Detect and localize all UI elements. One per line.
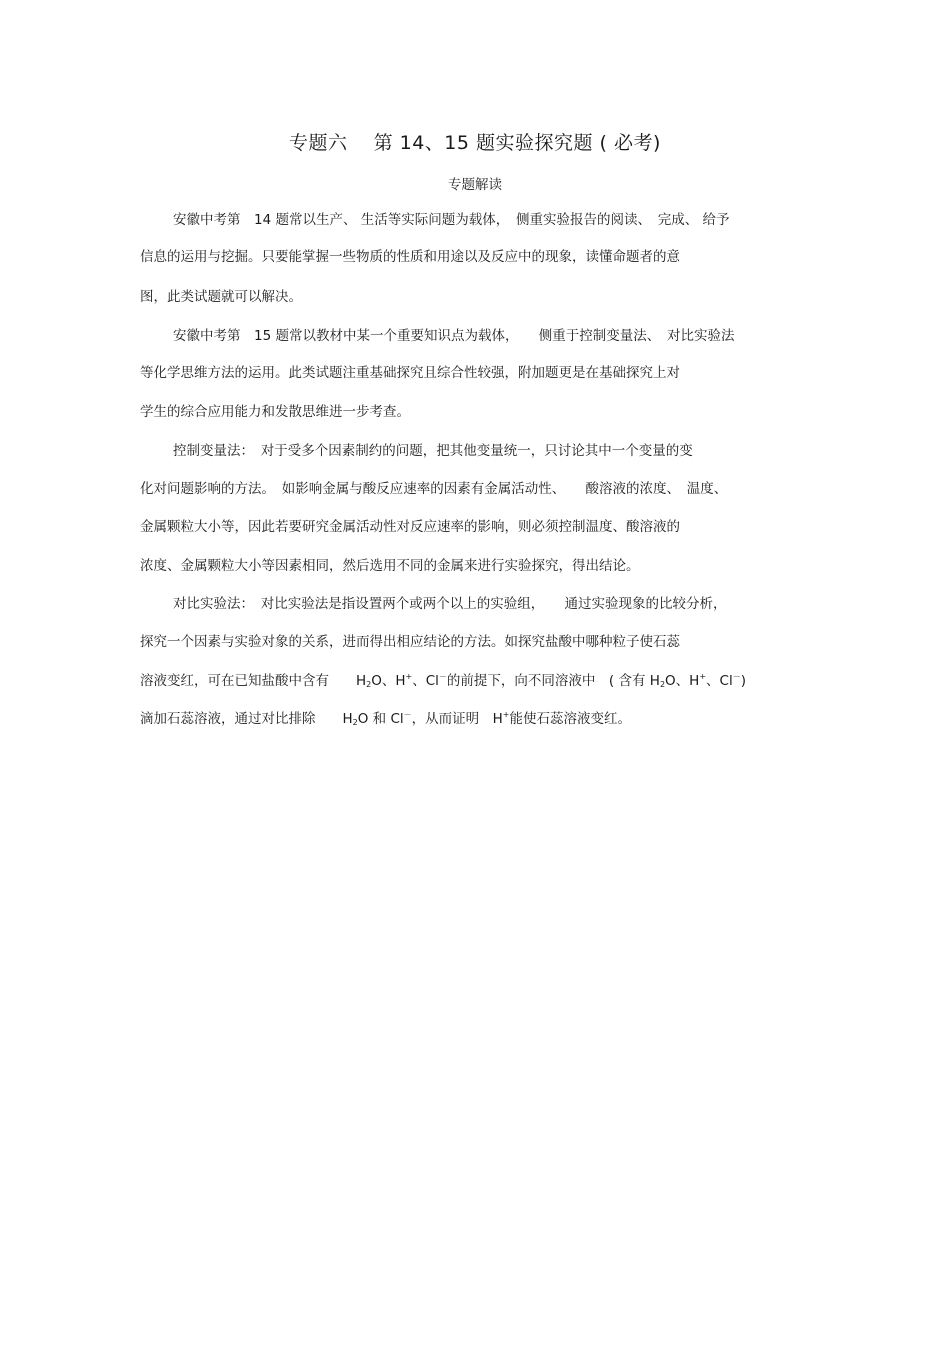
superscript: + — [502, 710, 510, 719]
superscript: + — [699, 672, 707, 681]
paragraph-3-line-2: 化对问题影响的方法。 如影响金属与酸反应速率的因素有金属活动性、 酸溶液的浓度、 温度、 — [140, 481, 728, 497]
subscript: 2 — [659, 680, 666, 689]
paragraph-4-line-2: 探究一个因素与实验对象的关系，进而得出相应结论的方法。如探究盐酸中哪种粒子使石蕊 — [140, 634, 680, 650]
paragraph-3-line-3: 金属颗粒大小等，因此若要研究金属活动性对反应速率的影响，则必须控制温度、酸溶液的 — [140, 519, 680, 535]
subscript: 2 — [352, 718, 358, 727]
paragraph-3-line-4: 浓度、金属颗粒大小等因素相同，然后选用不同的金属来进行实验探究，得出结论。 — [140, 558, 640, 574]
section-heading: 专题解读 — [448, 177, 502, 193]
superscript: + — [405, 672, 413, 681]
text-segment: 能使石蕊溶液变红。 — [509, 711, 631, 727]
text-segment: O 和 Cl — [357, 711, 404, 727]
paragraph-4-line-3 — [140, 672, 746, 690]
text-segment: O、H — [371, 673, 406, 689]
text-segment: 溶液变红，可在已知盐酸中含有 H — [140, 673, 367, 689]
paragraph-2-line-2: 等化学思维方法的运用。此类试题注重基础探究且综合性较强，附加题更是在基础探究上对 — [140, 365, 680, 381]
text-segment: 、Cl — [706, 673, 733, 689]
text-segment: 滴加石蕊溶液，通过对比排除 H — [140, 711, 353, 727]
text-segment: ，从而证明 H — [411, 711, 503, 727]
paragraph-1-line-3: 图，此类试题就可以解决。 — [140, 289, 302, 305]
superscript: － — [403, 710, 412, 719]
paragraph-3-line-1: 控制变量法： 对于受多个因素制约的问题，把其他变量统一，只讨论其中一个变量的变 — [173, 443, 693, 459]
paragraph-4-line-1: 对比实验法： 对比实验法是指设置两个或两个以上的实验组， 通过实验现象的比较分析， — [173, 596, 727, 612]
text-segment: 的前提下，向不同溶液中 ( 含有 H — [446, 673, 660, 689]
paragraph-2-line-1: 安徽中考第 15 题常以教材中某一个重要知识点为载体， 侧重于控制变量法、 对比实验法 — [173, 328, 735, 344]
superscript: － — [438, 672, 447, 681]
paragraph-1-line-2: 信息的运用与挖掘。只要能掌握一些物质的性质和用途以及反应中的现象，读懂命题者的意 — [140, 249, 680, 265]
text-segment: 、Cl — [412, 673, 439, 689]
paragraph-2-line-3: 学生的综合应用能力和发散思维进一步考查。 — [140, 404, 410, 420]
superscript: － — [732, 672, 741, 681]
text-segment: O、H — [665, 673, 700, 689]
paragraph-4-line-4 — [140, 710, 631, 728]
paragraph-1-line-1: 安徽中考第 14 题常以生产、 生活等实际问题为载体， 侧重实验报告的阅读、 完成、 给予 — [173, 212, 730, 228]
subscript: 2 — [366, 680, 372, 689]
document-title: 专题六 第 14、15 题实验探究题 ( 必考) — [289, 132, 661, 154]
text-segment: ) — [740, 673, 746, 689]
